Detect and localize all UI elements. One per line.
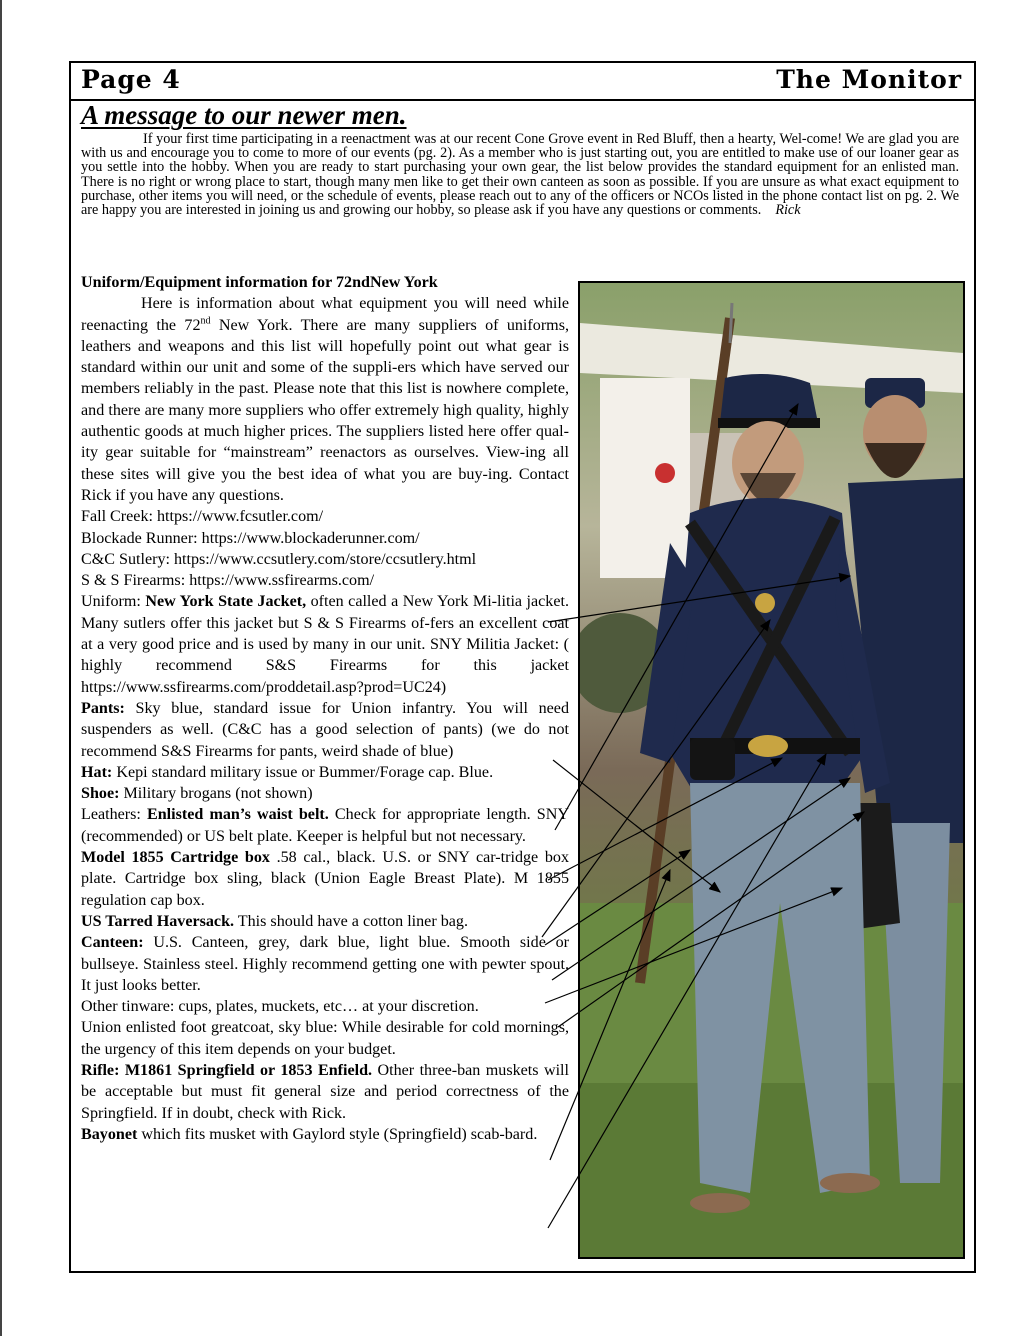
- item-post: Military brogans (not shown): [119, 785, 313, 803]
- uniform-column: [81, 272, 569, 1145]
- item-greatcoat: Union enlisted foot greatcoat, sky blue: While desirable for cold mornings, the urgency of this item depends on your budget.: [81, 1019, 569, 1058]
- item-post: .58 cal., black. U.S. or SNY car-tridge box plate. Cartridge box sling, black (Union Eagle Breast Plate). M 1855 regulation cap box.: [81, 849, 569, 909]
- item-post: Kepi standard military issue or Bummer/Forage cap. Blue.: [112, 763, 494, 781]
- newsletter-title: The Monitor: [776, 65, 962, 94]
- item-post: often called a New York Mi-litia jacket. Many sutlers offer this jacket but S & S Firearms of-fers an excellent coat at a very good price and is used by many in our unit. SNY Militia Jacket: ( highly recommend S&S Firearms for this jacket https://www.ssfirearms.com/proddetail.asp?prod=UC24): [81, 593, 569, 696]
- item-pants: [81, 698, 569, 762]
- intro-text-a: Here is information about what equipment you will need while reenacting the 72: [81, 295, 569, 334]
- item-tinware: Other tinware: cups, plates, muckets, etc… at your discretion.: [81, 998, 479, 1016]
- item-pre: Leathers:: [81, 806, 147, 824]
- soldiers-photo: [578, 281, 965, 1259]
- item-bold: Bayonet: [81, 1125, 138, 1143]
- page-number: Page 4: [81, 65, 181, 94]
- supplier-blockade-runner: Blockade Runner: https://www.blockaderunner.com/: [81, 529, 420, 547]
- item-post: Check for appropriate length. SNY (recommended) or US belt plate. Keeper is helpful but not necessary.: [81, 806, 569, 845]
- item-post: This should have a cotton liner bag.: [234, 912, 468, 930]
- item-post: U.S. Canteen, grey, dark blue, light blue. Smooth side or bullseye. Stainless steel. Highly recommend getting one with pewter spout. It just looks better.: [81, 934, 569, 994]
- message-body: [81, 132, 959, 217]
- item-hat: [81, 762, 569, 783]
- item-rifle: [81, 1060, 569, 1124]
- uniform-intro: [81, 293, 569, 506]
- item-shoe: [81, 783, 569, 804]
- page-header: [69, 61, 976, 101]
- supplier-fall-creek: Fall Creek: https://www.fcsutler.com/: [81, 508, 324, 526]
- item-bold: Rifle: M1861 Springfield or 1853 Enfield.: [81, 1061, 373, 1079]
- page-edge-line: [0, 0, 2, 1336]
- item-uniform: [81, 591, 569, 697]
- message-text: If your first time participating in a reenactment was at our recent Cone Grove event in Red Bluff, then a hearty, Wel-come! We are glad you are with us and encourage you to come to more of our events (pg. 2). As a member who is just starting out, you are entitled to make use of our loaner gear as you settle into the hobby. When you are ready to start purchasing your own gear, the list below provides the standard equipment for an enlisted man. There is no right or wrong place to start, though many men like to get their own canteen as soon as possible. If you are unsure as what exact equipment to purchase, other items you will need, or the schedule of events, please reach out to any of the officers or NCOs listed in the phone contact list on pg. 2. We are happy you are interested in joining us and growing our hobby, so please ask if you have any questions or comments.: [81, 131, 959, 219]
- intro-sup: nd: [200, 315, 211, 327]
- item-cartridge-box: [81, 847, 569, 911]
- item-bold: Canteen:: [81, 934, 144, 952]
- item-bold: New York State Jacket,: [145, 593, 307, 611]
- uniform-heading: Uniform/Equipment information for 72ndNew York: [81, 274, 438, 291]
- item-bold: Enlisted man’s waist belt.: [146, 806, 329, 824]
- cartridge-box: [690, 738, 735, 780]
- item-bold: US Tarred Haversack.: [81, 912, 235, 930]
- soldiers-illustration: [580, 283, 963, 1257]
- item-leathers: [81, 804, 569, 847]
- message-signature: Rick: [775, 202, 801, 219]
- tent-wall: [600, 378, 690, 578]
- item-bold: Shoe:: [81, 785, 120, 803]
- item-post: Other three-ban muskets will be acceptable but must fit general size and period correctness of the Springfield. If in doubt, check with Rick.: [81, 1061, 569, 1122]
- item-pre: Uniform:: [81, 593, 146, 611]
- message-title: A message to our newer men.: [81, 100, 407, 130]
- item-bold: Pants:: [81, 699, 125, 717]
- intro-text-b: New York. There are many suppliers of uniforms, leathers and weapons and this list will hopefully point out what gear is standard within our unit and some of the suppli-ers which have served our members reliably in the past. Please note that this list is nowhere complete, and there are many more suppliers who offer extremely high quality, highly authentic goods at much higher prices. The suppliers listed here offer qual-ity gear suitable for “mainstream” reenactors as ourselves. View-ing all these sites will give you the best idea of what you are buy-ing. Contact Rick if you have any questions.: [81, 316, 569, 504]
- supplier-ss-firearms: S & S Firearms: https://www.ssfirearms.com/: [81, 572, 375, 590]
- supplier-cc-sutlery: C&C Sutlery: https://www.ccsutlery.com/store/ccsutlery.html: [81, 550, 477, 568]
- item-post: Sky blue, standard issue for Union infantry. You will need suspenders as well. (C&C has a good selection of pants) (we do not recommend S&S Firearms for pants, weird shade of blue): [81, 699, 569, 760]
- item-bayonet: [81, 1124, 569, 1145]
- item-bold: Model 1855 Cartridge box: [81, 849, 270, 867]
- kepi-1: [720, 374, 818, 423]
- item-haversack: [81, 911, 569, 932]
- item-post: which fits musket with Gaylord style (Springfield) scab-bard.: [137, 1125, 538, 1143]
- item-canteen: [81, 932, 569, 996]
- item-bold: Hat:: [81, 763, 113, 781]
